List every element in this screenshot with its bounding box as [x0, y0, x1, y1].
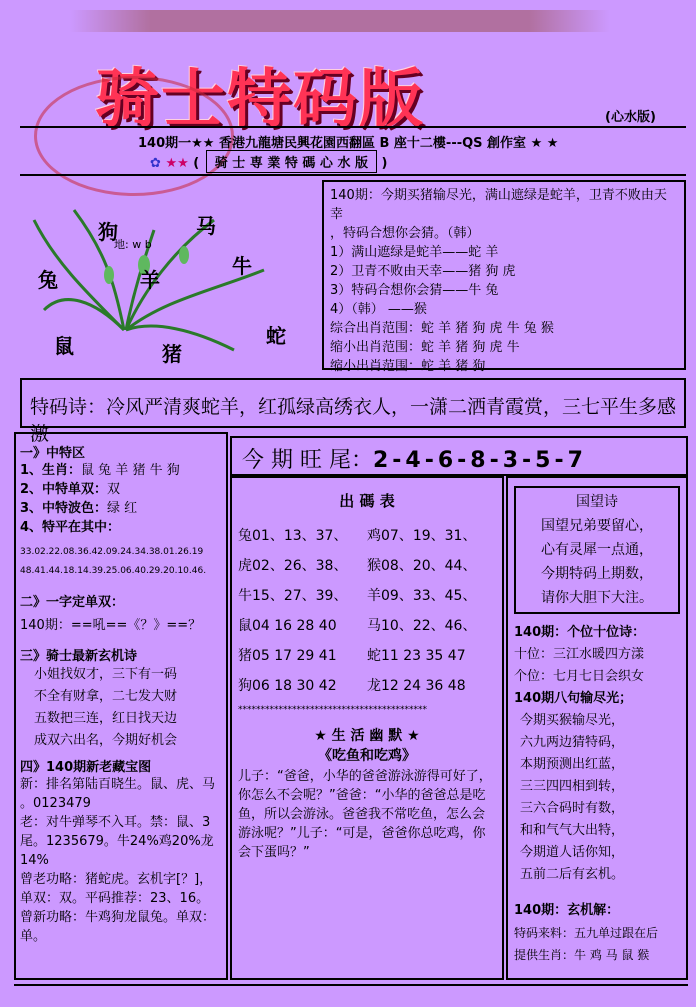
zodiac-rat: 鼠: [54, 334, 74, 358]
national-poem-line: 心有灵犀一点通，: [541, 542, 653, 558]
national-poem-line: 今期特码上期数，: [541, 566, 653, 582]
poem-line: 小姐找奴才，三下有一码: [34, 667, 178, 682]
zodiac-small-text: 地: w b: [114, 238, 152, 251]
national-poem-line: 请你大胆下大注。: [541, 590, 653, 606]
digit-poem-line: 十位：三江水暖四方漾: [514, 647, 645, 662]
eight-line-title: 140期八句输尽光；: [514, 691, 633, 706]
right-column: [506, 476, 688, 980]
slogan-line: [150, 150, 387, 173]
code-table-box: [230, 476, 504, 980]
value: 鼠 兔 羊 猪 牛 狗: [81, 463, 180, 478]
table-row: [238, 671, 496, 701]
eight-line-item: 和和气气大出特，: [520, 823, 625, 838]
value: 绿 红: [107, 501, 138, 516]
page-title: 骑士特码版: [95, 62, 425, 137]
table-cell: 牛15、27、39、: [238, 588, 348, 604]
riddle-line: 3）特码合想你会猜——牛 兔: [330, 283, 499, 298]
riddle-line: 1）满山遮绿是蛇羊——蛇 羊: [330, 245, 499, 260]
left-column: [14, 432, 228, 980]
riddle-line: ，特码合想你会猜。（韩）: [330, 226, 480, 241]
riddle-line: 2）卫青不败由天幸——猪 狗 虎: [330, 264, 516, 279]
table-cell: 猪05 17 29 41: [238, 648, 337, 664]
treasure-line: 老：对牛弹琴不入耳。禁：鼠、3: [20, 815, 211, 830]
edition-label: (心水版): [605, 110, 656, 125]
code-table-title: 出 碼 表: [339, 492, 395, 510]
table-cell: 猴08、20、44、: [367, 558, 477, 574]
table-row: [238, 521, 496, 551]
section-1-title: 一》中特区: [20, 446, 86, 461]
national-poem-box: [514, 486, 680, 614]
poem-line: 不全有财拿，二七发大财: [34, 689, 178, 704]
zodiac-sheep: 羊: [140, 268, 160, 292]
label: 3、中特波色：: [20, 501, 108, 516]
flower-icon: ✿: [150, 156, 161, 171]
table-cell: 虎02、26、38、: [238, 558, 348, 574]
treasure-line: 曾新功略：牛鸡狗龙鼠兔。单双：: [20, 910, 216, 925]
zodiac-rabbit: 兔: [38, 268, 58, 292]
table-cell: 羊09、33、45、: [367, 588, 477, 604]
digit-poem-line: 个位：七月七日会织女: [514, 669, 645, 684]
mystery-title: 140期：玄机解：: [514, 903, 620, 918]
life-humor-subtitle: 《吃鱼和吃鸡》: [318, 748, 416, 764]
zodiac-area: [14, 180, 314, 375]
section-4-title: 四》140期新老藏宝图: [20, 760, 152, 775]
table-cell: 龙12 24 36 48: [367, 678, 466, 694]
mystery-line: 特码来料：五九单过跟在后: [514, 926, 659, 940]
treasure-line: 。0123479: [20, 796, 91, 811]
numbers-line: 33.02.22.08.36.42.09.24.34.38.01.26.19: [20, 547, 204, 557]
value: 双: [107, 482, 121, 497]
table-cell: 鸡07、19、31、: [367, 528, 477, 544]
eight-line-item: 今期买猴输尽光，: [520, 713, 625, 728]
table-cell: 狗06 18 30 42: [238, 678, 337, 694]
table-cell: 兔01、13、37、: [238, 528, 348, 544]
single-double-line: 140期：==吼==《？》==？: [20, 618, 202, 633]
label: 4、特平在其中：: [20, 520, 121, 535]
eight-line-item: 五前二后有玄机。: [520, 867, 625, 882]
eight-line-item: 三三四四相到转，: [520, 779, 625, 794]
poem-line: 五数把三连，红日找天边: [34, 711, 178, 726]
treasure-line: 单。: [20, 929, 47, 944]
bottom-rule: [14, 984, 688, 986]
zodiac-horse: 马: [196, 214, 216, 238]
zodiac-dog: 狗: [98, 220, 118, 244]
riddle-line: 缩小出肖范围：蛇 羊 猪 狗: [330, 359, 486, 374]
national-poem-line: 国望兄弟要留心，: [541, 518, 653, 534]
mystery-line: 提供生肖：牛 鸡 马 鼠 猴: [514, 948, 650, 962]
life-humor-text: 儿子：“爸爸，小华的爸爸游泳游得可好了，你怎么不会呢？”爸爸：“小华的爸爸总是吃鱼，所以会游泳。爸爸我不常吃鱼，怎么会游泳呢？”儿子：“可是，爸爸你总吃鸡，你会下蛋吗？”: [238, 769, 492, 860]
zodiac-pig: 猪: [162, 342, 182, 366]
life-humor-title: ★ 生 活 幽 默 ★: [314, 728, 420, 744]
table-row: [238, 551, 496, 581]
eight-line-item: 三六合码时有数，: [520, 801, 625, 816]
section-3-title: 三》骑士最新玄机诗: [20, 649, 138, 664]
top-band: [70, 10, 610, 32]
table-cell: 马10、22、46、: [367, 618, 477, 634]
section-2-title: 二》一字定单双：: [20, 595, 125, 610]
table-row: [238, 611, 496, 641]
paren-open: (: [193, 156, 200, 171]
riddle-line: 140期：今期买猪输尽光，满山遮绿是蛇羊，卫青不败由天幸: [330, 188, 667, 222]
treasure-line: 尾。1235679。牛24%鸡20%龙14%: [20, 834, 214, 868]
star-divider: ******************************************: [238, 705, 427, 715]
table-cell: 蛇11 23 35 47: [367, 648, 466, 664]
riddle-line: 4）（韩） ——猴: [330, 302, 427, 317]
zodiac-ox: 牛: [232, 254, 252, 278]
treasure-line: 曾老功略：猪蛇虎。玄机字[？]，: [20, 872, 213, 887]
special-code-poem: 特码诗：冷风严清爽蛇羊，红孤绿高绣衣人，一潇二洒青霞赏，三七平生多感激: [20, 378, 686, 428]
label: 2、中特单双：: [20, 482, 108, 497]
riddle-box: [322, 180, 686, 374]
paren-close: ): [381, 156, 388, 171]
national-poem-title: 国望诗: [576, 494, 618, 510]
riddle-line: 缩小出肖范围：蛇 羊 猪 狗 虎 牛: [330, 340, 520, 355]
eight-line-item: 今期道人话你知，: [520, 845, 625, 860]
zodiac-snake: 蛇: [266, 324, 286, 348]
slogan: 骑 士 専 業 特 碼 心 水 版: [206, 150, 377, 173]
address-line: 140期一★★ 香港九龍塘民興花園西翻區 B 座十二樓---QS 創作室 ★ ★: [138, 136, 559, 151]
table-row: [238, 641, 496, 671]
stars: ★★: [165, 156, 189, 171]
treasure-line: 新：排名第陆百晓生。鼠、虎、马: [20, 777, 216, 792]
treasure-line: 单双：双。平码推荐：23、16。: [20, 891, 210, 906]
lucky-tail-label: 今 期 旺 尾：: [242, 448, 373, 473]
lucky-tail-value: 2-4-6-8-3-5-7: [372, 448, 587, 473]
eight-line-item: 本期预测出红蓝，: [520, 757, 625, 772]
numbers-line: 48.41.44.18.14.39.25.06.40.29.20.10.46.: [20, 566, 207, 576]
label: 1、生肖：: [20, 463, 82, 478]
table-cell: 鼠04 16 28 40: [238, 618, 337, 634]
lucky-tail-box: [230, 436, 688, 476]
table-row: [238, 581, 496, 611]
poem-line: 成双六出名，今期好机会: [34, 733, 178, 748]
riddle-line: 综合出肖范围：蛇 羊 猪 狗 虎 牛 兔 猴: [330, 321, 554, 336]
eight-line-item: 六九两边猜特码，: [520, 735, 625, 750]
digit-poem-title: 140期：个位十位诗：: [514, 625, 646, 640]
